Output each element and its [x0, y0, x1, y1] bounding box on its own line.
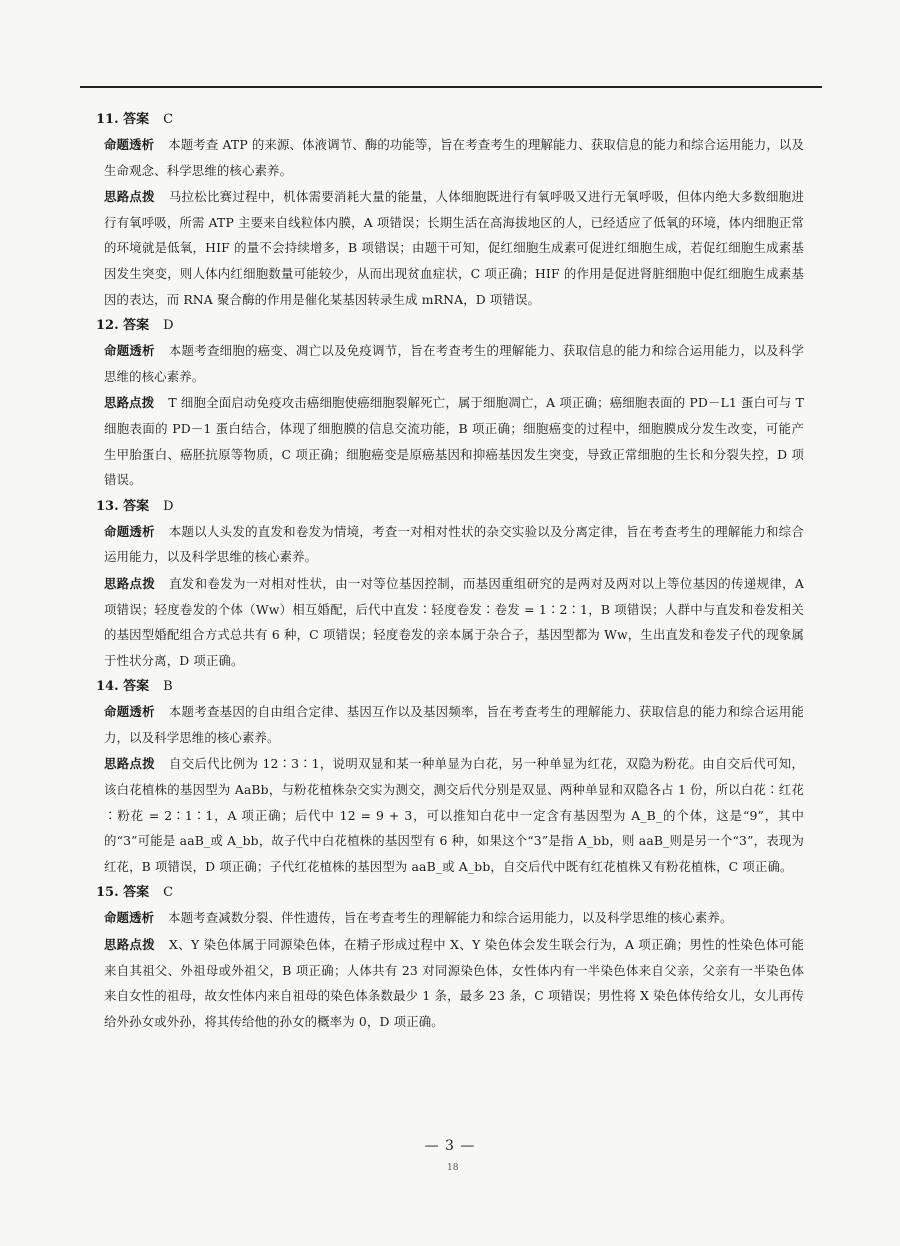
answer-letter: C — [163, 112, 174, 127]
answer-letter: B — [163, 679, 173, 695]
approach-block — [104, 571, 804, 673]
answer-content — [96, 108, 804, 1036]
answer-label: 答案 — [123, 498, 150, 514]
question-header — [96, 881, 804, 905]
answer-label: 答案 — [123, 885, 150, 901]
question-header — [96, 108, 804, 132]
analysis-label: 命题透析 — [104, 137, 155, 152]
answer-letter: C — [163, 885, 174, 901]
answer-letter: D — [163, 318, 174, 334]
answer-label: 答案 — [123, 318, 150, 334]
approach-label: 思路点拨 — [104, 937, 156, 953]
question-number: 13. — [96, 498, 119, 514]
answer-label: 答案 — [123, 679, 150, 695]
question-number: 15. — [96, 885, 119, 901]
approach-text: 马拉松比赛过程中，机体需要消耗大量的能量，人体细胞既进行有氧呼吸又进行无氧呼吸，但体内绝大多数细胞进行有氧呼吸，所需 ATP 主要来自线粒体内膜，A 项错误；长期生活在高海拔地区的人，已经适应了低氧的环境，体内细胞正常的环境就是低氧，HIF 的量不会持续增多，B 项错误；由题干可知，促红细胞生成素可促进红细胞生成，若促红细胞生成素基因发生突变，则人体内红细胞数量可能较少，从而出现贫血症状，C 项正确；HIF 的作用是促进肾脏细胞中促红细胞生成素基因的表达，而 RNA 聚合酶的作用是催化某基因转录生成 mRNA，D 项错误。 — [104, 189, 804, 307]
analysis-label: 命题透析 — [104, 704, 155, 720]
analysis-block — [104, 132, 804, 183]
analysis-block — [104, 699, 804, 750]
analysis-label: 命题透析 — [104, 523, 155, 539]
answer-letter: D — [163, 498, 174, 514]
question-15 — [96, 881, 804, 1034]
corner-mark: 18 — [447, 1163, 459, 1173]
approach-block — [104, 184, 804, 312]
question-12 — [96, 314, 804, 493]
approach-label: 思路点拨 — [104, 756, 155, 772]
analysis-block — [104, 519, 804, 570]
analysis-block — [104, 905, 804, 931]
approach-block — [104, 751, 804, 879]
analysis-text: 本题考查减数分裂、伴性遗传，旨在考查考生的理解能力和综合运用能力，以及科学思维的核心素养。 — [168, 910, 733, 926]
approach-text: 直发和卷发为一对相对性状，由一对等位基因控制，而基因重组研究的是两对及两对以上等位基因的传递规律，A 项错误；轻度卷发的个体（Ww）相互婚配，后代中直发∶轻度卷发∶卷发 = 1∶2∶1，B 项错误；人群中与直发和卷发相关的基因型婚配组合方式总共有 6 种，C 项错误；轻度卷发的亲本属于杂合子，基因型都为 Ww，生出直发和卷发子代的现象属于性状分离，D 项正确。 — [104, 575, 804, 668]
analysis-text: 本题考查细胞的癌变、凋亡以及免疫调节，旨在考查考生的理解能力、获取信息的能力和综合运用能力，以及科学思维的核心素养。 — [104, 343, 804, 384]
question-13 — [96, 495, 804, 674]
approach-label: 思路点拨 — [104, 575, 156, 591]
top-rule — [80, 86, 822, 88]
analysis-text: 本题考查 ATP 的来源、体液调节、酶的功能等，旨在考查考生的理解能力、获取信息的能力和综合运用能力，以及生命观念、科学思维的核心素养。 — [104, 137, 804, 178]
question-header — [96, 675, 804, 699]
analysis-label: 命题透析 — [104, 910, 155, 926]
approach-text: 自交后代比例为 12∶3∶1，说明双显和某一种单显为白花，另一种单显为红花，双隐为粉花。由自交后代可知，该白花植株的基因型为 AaBb，与粉花植株杂交实为测交，测交后代分别是双显、两种单显和双隐各占 1 份，所以白花∶红花∶粉花 = 2∶1∶1，A 项正确；后代中 12 = 9 + 3，可以推知白花中一定含有基因型为 A_B_的个体，这是“9”，其中的“3”可能是 aaB_或 A_bb，故子代中白花植株的基因型有 6 种，如果这个“3”是指 A_bb，则 aaB_则是另一个“3”，表现为红花，B 项错误，D 项正确；子代红花植株的基因型为 aaB_或 A_bb，自交后代中既有红花植株又有粉花植株，C 项正确。 — [104, 756, 804, 874]
question-header — [96, 314, 804, 338]
question-14 — [96, 675, 804, 879]
page-number: — 3 — — [424, 1138, 476, 1154]
analysis-text: 本题考查基因的自由组合定律、基因互作以及基因频率，旨在考查考生的理解能力、获取信息的能力和综合运用能力，以及科学思维的核心素养。 — [104, 704, 804, 745]
analysis-label: 命题透析 — [104, 343, 155, 359]
approach-text: T 细胞全面启动免疫攻击癌细胞使癌细胞裂解死亡，属于细胞凋亡，A 项正确；癌细胞表面的 PD－L1 蛋白可与 T 细胞表面的 PD－1 蛋白结合，体现了细胞膜的信息交流功能，B 项正确；细胞癌变的过程中，细胞膜成分发生改变，可能产生甲胎蛋白、癌胚抗原等物质，C 项正确；细胞癌变是原癌基因和抑癌基因发生突变，导致正常细胞的生长和分裂失控，D 项错误。 — [104, 395, 804, 488]
approach-block — [104, 932, 804, 1034]
approach-text: X、Y 染色体属于同源染色体，在精子形成过程中 X、Y 染色体会发生联会行为，A 项正确；男性的性染色体可能来自其祖父、外祖母或外祖父，B 项正确；人体共有 23 对同源染色体，女性体内有一半染色体来自父亲，父亲有一半染色体来自女性的祖母，故女性体内来自祖母的染色体条数最少 1 条，最多 23 条，C 项错误；男性将 X 染色体传给女儿，女儿再传给外孙女或外孙，将其传给他的孙女的概率为 0，D 项正确。 — [104, 937, 804, 1029]
analysis-block — [104, 338, 804, 389]
question-number: 14. — [96, 679, 119, 695]
question-number: 12. — [96, 318, 119, 334]
answer-label: 答案 — [123, 112, 150, 127]
analysis-text: 本题以人头发的直发和卷发为情境，考查一对相对性状的杂交实验以及分离定律，旨在考查考生的理解能力和综合运用能力，以及科学思维的核心素养。 — [104, 523, 804, 565]
approach-label: 思路点拨 — [104, 395, 155, 411]
question-number: 11. — [96, 112, 119, 127]
approach-label: 思路点拨 — [104, 189, 155, 205]
question-11 — [96, 108, 804, 312]
approach-block — [104, 390, 804, 492]
question-header — [96, 495, 804, 519]
